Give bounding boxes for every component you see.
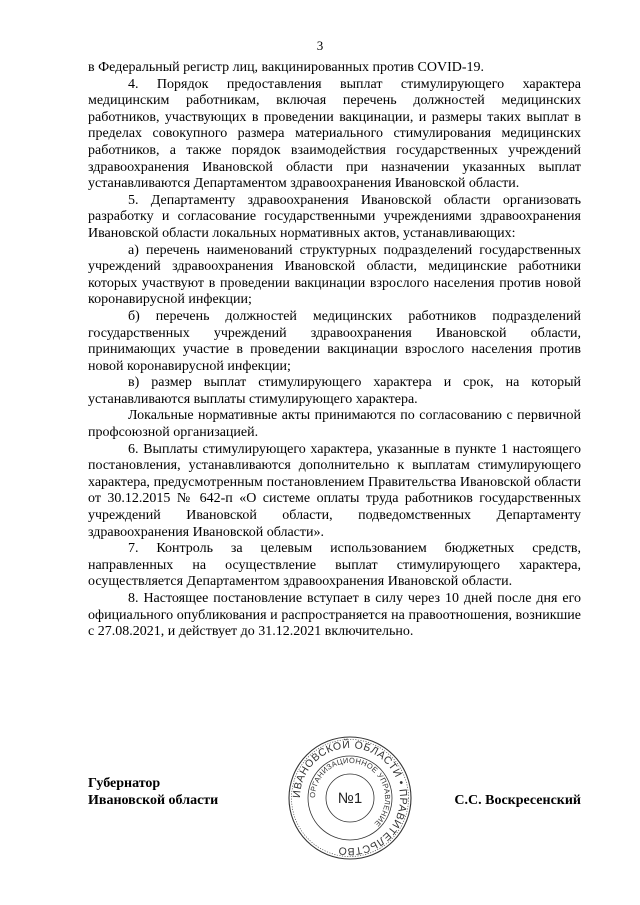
paragraph-item-6: 6. Выплаты стимулирующего характера, указанные в пункте 1 настоящего постановления, устанавливаются дополнительно к выплатам стимулирующего характера, предусмотренным постановлением Правительства Ивановской области от 30.12.2015 № 642-п «О системе оплаты труда работников государственных учреждений Ивановской области, подведомственных Департаменту здравоохранения Ивановской области». xyxy=(88,441,581,540)
signatory-title-line2: Ивановской области xyxy=(88,793,219,808)
paragraph-local-acts: Локальные нормативные акты принимаются по согласованию с первичной профсоюзной организацией. xyxy=(88,408,581,441)
page-number: 3 xyxy=(316,38,324,53)
paragraph-item-8: 8. Настоящее постановление вступает в силу через 10 дней после дня его официального опубликования и распространяется на правоотношения, возникшие с 27.08.2021, и действует до 31.12.2021 включительно. xyxy=(88,591,581,640)
document-body xyxy=(88,60,581,641)
paragraph-subitem-v: в) размер выплат стимулирующего характера и срок, на который устанавливаются выплаты стимулирующего характера. xyxy=(88,375,581,407)
signatory-title-line1: Губернатор xyxy=(88,776,161,791)
paragraph-item-7: 7. Контроль за целевым использованием бюджетных средств, направленных на осуществление выплат стимулирующего характера, осуществляется Департаментом здравоохранения Ивановской области. xyxy=(88,541,581,590)
seal-center-number: №1 xyxy=(337,790,363,807)
paragraph-subitem-a: а) перечень наименований структурных подразделений государственных учреждений здравоохранения Ивановской области, медицинские работники которых участвуют в проведении вакцинации взрослого населения против новой коронавирусной инфекции; xyxy=(88,242,581,308)
official-seal-stamp xyxy=(286,734,414,862)
seal-inner-text: ОРГАНИЗАЦИОННОЕ УПРАВЛЕНИЕ xyxy=(307,755,393,829)
paragraph-item-5: 5. Департаменту здравоохранения Ивановской области организовать разработку и согласование государственными учреждениями здравоохранения Ивановской области локальных нормативных актов, устанавливающих: xyxy=(88,192,581,241)
paragraph-subitem-b: б) перечень должностей медицинских работников подразделений государственных учреждений здравоохранения Ивановской области, принимающих участие в проведении вакцинации взрослого населения против новой коронавирусной инфекции; xyxy=(88,308,581,374)
seal-outer-text: ИВАНОВСКОЙ ОБЛАСТИ • ПРАВИТЕЛЬСТВО xyxy=(290,738,410,858)
paragraph-item-4: 4. Порядок предоставления выплат стимулирующего характера медицинским работникам, включая перечень должностей медицинских работников, участвующих в проведении вакцинации, и размеры таких выплат в пределах совокупного размера материального стимулирования медицинских работников, а также порядок взаимодействия государственных учреждений здравоохранения Ивановской области при назначении указанных выплат устанавливаются Департаментом здравоохранения Ивановской области. xyxy=(88,76,581,192)
signatory-name: С.С. Воскресенский xyxy=(454,793,581,808)
signatory-title xyxy=(88,775,218,809)
paragraph-continuation: в Федеральный регистр лиц, вакцинированных против COVID-19. xyxy=(88,60,485,75)
